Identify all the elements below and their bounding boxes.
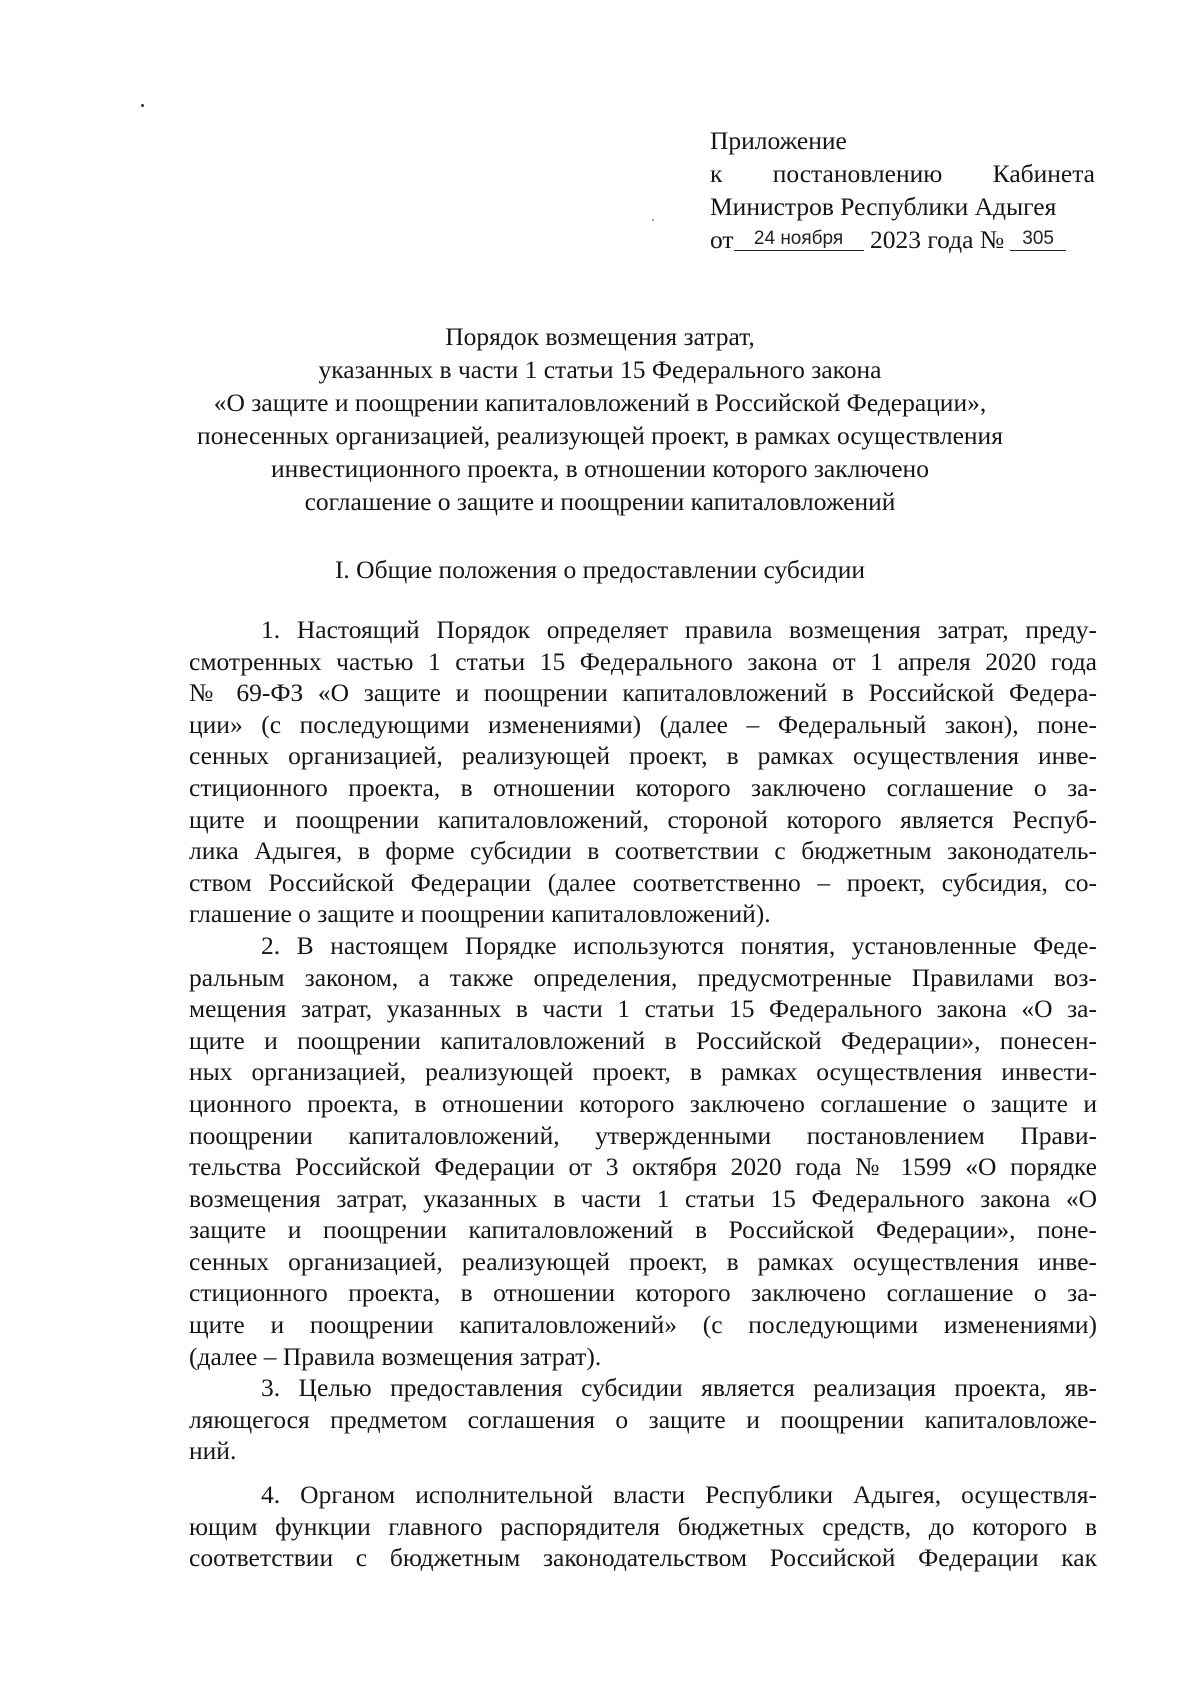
text-line: ных организацией, реализующей проект, в рамках осуществления инвести-: [189, 1057, 1097, 1087]
text-line: защите и поощрении капиталовложений в Российской Федерации», поне-: [189, 1215, 1097, 1245]
appendix-block: [710, 124, 1095, 256]
text-line: ции» (с последующими изменениями) (далее – Федеральный закон), поне-: [189, 709, 1097, 739]
text-line: лика Адыгея, в форме субсидии в соответствии с бюджетным законодатель-: [189, 836, 1097, 866]
section-heading: I. Общие положения о предоставлении субсидии: [334, 555, 866, 584]
appendix-number-field: 305: [1010, 228, 1066, 251]
text-line: 1. Настоящий Порядок определяет правила возмещения затрат, преду-: [261, 615, 1097, 644]
text-line: 4. Органом исполнительной власти Республики Адыгея, осуществля-: [261, 1480, 1097, 1510]
document-title: [130, 320, 1070, 518]
appendix-title: Приложение: [710, 126, 847, 155]
text-line: ционного проекта, в отношении которого заключено соглашение о защите и: [189, 1088, 1097, 1118]
text-line: глашение о защите и поощрении капиталовложений).: [189, 899, 771, 929]
text-line: щите и поощрении капиталовложений, стороной которого является Респуб-: [189, 804, 1097, 834]
scan-speck: [652, 219, 654, 221]
text-line: 3. Целью предоставления субсидии является реализация проекта, яв-: [261, 1373, 1097, 1403]
paragraph-2: [189, 930, 1097, 1372]
appendix-word: к: [710, 159, 723, 188]
appendix-word: Кабинета: [992, 159, 1095, 188]
text-line: возмещения затрат, указанных в части 1 статьи 15 Федерального закона «О: [189, 1183, 1097, 1213]
document-body: [189, 614, 1097, 1574]
scan-speck: [141, 104, 144, 107]
appendix-date-field: 24 ноября: [734, 228, 864, 251]
appendix-authority: Министров Республики Адыгея: [710, 192, 1057, 221]
appendix-year: 2023 года №: [869, 225, 1005, 254]
appendix-decree-line: [710, 157, 1095, 190]
paragraph-1: [189, 614, 1097, 930]
title-line: понесенных организацией, реализующей проект, в рамках осуществления: [197, 421, 1003, 450]
text-line: сенных организацией, реализующей проект, в рамках осуществления инве-: [189, 741, 1097, 771]
text-line: мещения затрат, указанных в части 1 статьи 15 Федерального закона «О за-: [189, 994, 1097, 1024]
text-line: ющим функции главного распорядителя бюджетных средств, до которого в: [189, 1511, 1097, 1541]
text-line: щите и поощрении капиталовложений» (с последующими изменениями): [189, 1310, 1097, 1340]
text-line: сенных организацией, реализующей проект, в рамках осуществления инве-: [189, 1246, 1097, 1276]
text-line: стиционного проекта, в отношении которого заключено соглашение о за-: [189, 772, 1097, 802]
text-line: 2. В настоящем Порядке используются понятия, установленные Феде-: [261, 930, 1097, 960]
title-line: «О защите и поощрении капиталовложений в Российской Федерации»,: [213, 388, 987, 417]
text-line: смотренных частью 1 статьи 15 Федерального закона от 1 апреля 2020 года: [189, 646, 1097, 676]
paragraph-4: [189, 1479, 1097, 1574]
title-line: указанных в части 1 статьи 15 Федерального закона: [318, 355, 882, 384]
title-line: инвестиционного проекта, в отношении которого заключено: [271, 454, 929, 483]
text-line: ством Российской Федерации (далее соответственно – проект, субсидия, со-: [189, 867, 1097, 897]
text-line: стиционного проекта, в отношении которого заключено соглашение о за-: [189, 1278, 1097, 1308]
text-line: тельства Российской Федерации от 3 октября 2020 года № 1599 «О порядке: [189, 1152, 1097, 1182]
title-line: соглашение о защите и поощрении капиталовложений: [304, 487, 896, 516]
text-line: ляющегося предметом соглашения о защите и поощрении капиталовложе-: [189, 1404, 1097, 1434]
text-line: соответствии с бюджетным законодательством Российской Федерации как: [189, 1543, 1097, 1573]
text-line: ний.: [189, 1436, 237, 1466]
paragraph-3: [189, 1372, 1097, 1467]
text-line: щите и поощрении капиталовложений в Российской Федерации», понесен-: [189, 1025, 1097, 1055]
appendix-date-line: [710, 223, 1095, 256]
title-line: Порядок возмещения затрат,: [445, 322, 755, 351]
text-line: поощрении капиталовложений, утвержденными постановлением Прави-: [189, 1120, 1097, 1150]
text-line: № 69-ФЗ «О защите и поощрении капиталовложений в Российской Федера-: [189, 678, 1097, 708]
appendix-word: постановлению: [772, 159, 943, 188]
appendix-date-prefix: от: [710, 225, 734, 254]
text-line: (далее – Правила возмещения затрат).: [189, 1341, 602, 1371]
text-line: ральным законом, а также определения, предусмотренные Правилами воз-: [189, 962, 1097, 992]
